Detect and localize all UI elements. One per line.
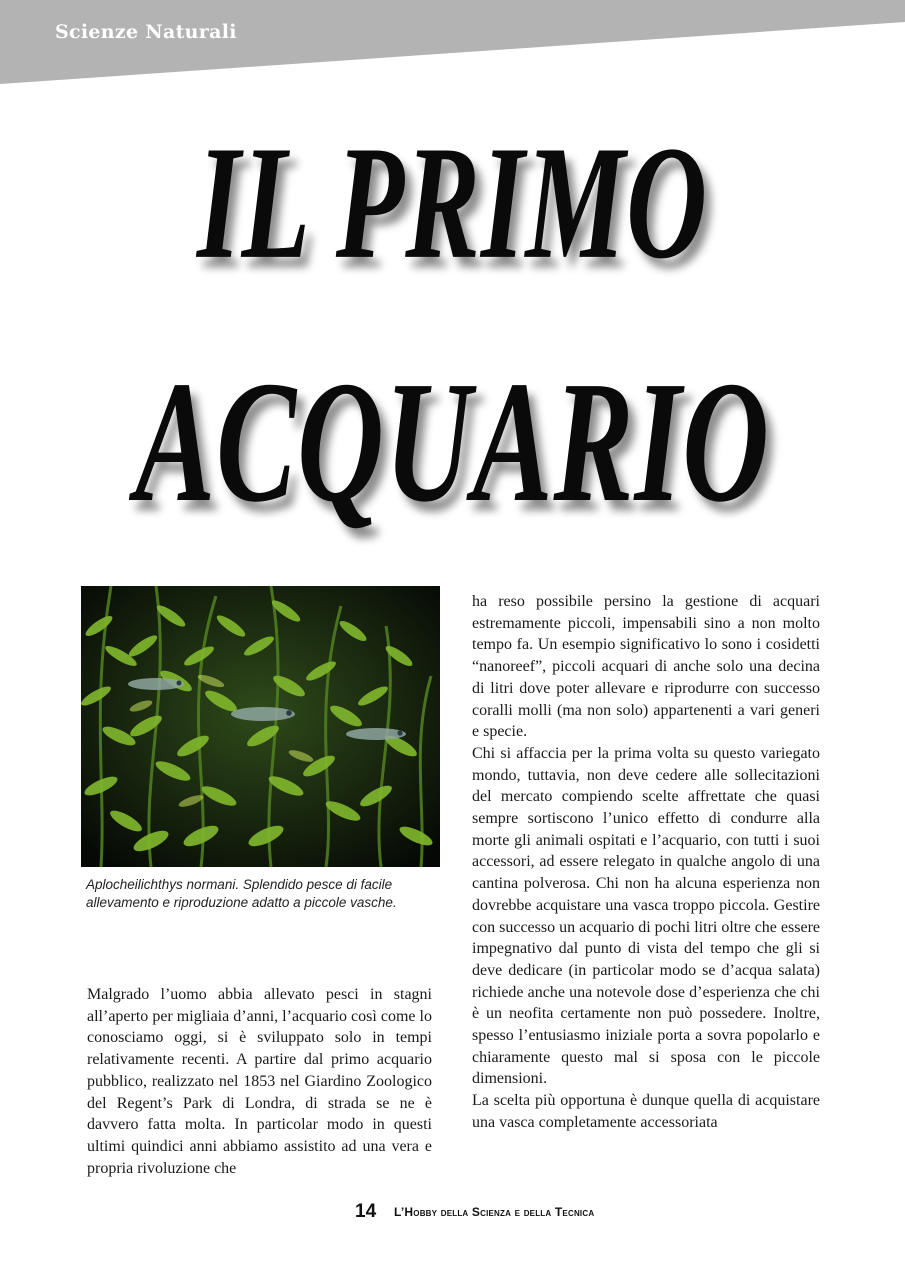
article-paragraph: Chi si affaccia per la prima volta su questo variegato mondo, tuttavia, non deve cedere alle sollecitazioni del mercato compiendo scelte affrettate che quasi sempre sortiscono l’unico effetto di condurre alla morte gli animali ospitati e l’acquario, con tutti i suoi accessori, ad essere relegato in qualche angolo di una cantina polverosa. Chi non ha alcuna esperienza non dovrebbe acquistare una vasca troppo piccola. Gestire con successo un acquario di pochi litri oltre che essere impegnativo dal punto di vista del tempo che gli si deve dedicare (in particolar modo se d’acqua salata) richiede anche una notevole dose d’esperienza che chi è un neofita certamente non può possedere. Inoltre, spesso l’entusiasmo iniziale porta a sovra popolarlo e chiaramente questo mal si sposa con le piccole dimensioni. — [472, 744, 820, 1088]
article-paragraph: Malgrado l’uomo abbia allevato pesci in stagni all’aperto per migliaia d’anni, l’acquario così come lo conosciamo oggi, si è sviluppato solo in tempi relativamente recenti. A partire dal primo acquario pubblico, realizzato nel 1853 nel Giardino Zoologico del Regent’s Park di Londra, di strada se ne è davvero fatta molta. In particolar modo in questi ultimi quindici anni abbiamo assistito ad una vera e propria rivoluzione che — [87, 986, 432, 1177]
article-title-line-1: IL PRIMO — [196, 113, 708, 294]
article-title-line-2: ACQUARIO — [135, 344, 770, 538]
page-footer — [0, 1201, 905, 1225]
article-column-left — [87, 984, 432, 1179]
article-paragraph: La scelta più opportuna è dunque quella di acquistare una vasca completamente accessoriata — [472, 1092, 820, 1131]
article-column-right — [472, 591, 820, 1134]
photo-caption: Aplocheilichthys normani. Splendido pesce di facile allevamento e riproduzione adatto a piccole vasche. — [86, 877, 397, 910]
magazine-name: L’Hobby della Scienza e della Tecnica — [394, 1205, 595, 1219]
page-number: 14 — [355, 1201, 377, 1222]
section-label: Scienze Naturali — [55, 21, 237, 43]
article-paragraph: ha reso possibile persino la gestione di acquari estremamente piccoli, impensabili sino a non molto tempo fa. Un esempio significativo lo sono i cosidetti “nanoreef”, piccoli acquari di anche solo una decina di litri dove poter allevare e riprodurre con successo coralli molli (ma non solo) appartenenti a vari generi e specie. — [472, 593, 820, 741]
aquarium-photo — [81, 586, 440, 867]
